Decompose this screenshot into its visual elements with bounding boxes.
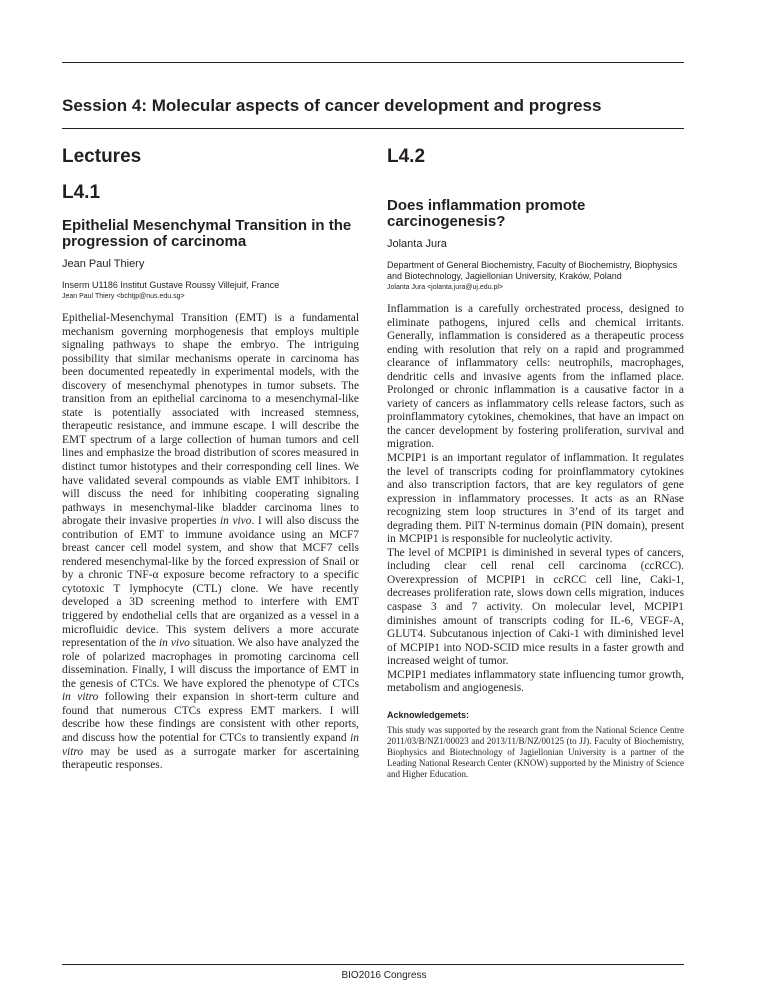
affiliation: Department of General Biochemistry, Faculty of Biochemistry, Biophysics and Biotechnology, Jagiellonian University, Kraków, Poland [387, 260, 678, 281]
author-email: Jean Paul Thiery <bchtjp@nus.edu.sg> [62, 293, 185, 300]
left-column [62, 146, 359, 773]
lecture-title: Does inflammation promote carcinogenesis? [387, 197, 586, 230]
acknowledgements-heading: Acknowledgemets: [387, 709, 470, 720]
session-title: Session 4: Molecular aspects of cancer development and progress [62, 96, 602, 115]
top-rule [62, 62, 684, 63]
right-column [387, 146, 684, 780]
lecture-code: L4.2 [387, 146, 426, 167]
footer: BIO2016 Congress [341, 970, 427, 981]
abstract-body: Epithelial-Mesenchymal Transition (EMT) is a fundamental mechanism governing morphogenesis that employs multiple signaling pathways to shape the embryo. The intriguing possibility that similar mechanisms operate in carcinoma has been documented repeatedly in experimental models, with the discovery of mesenchymal phenotypes in tumor subsets. The transition from an epithelial carcinoma to a mesenchymal-like state is potentially associated with increased stemness, therapeutic resistance, and immune escape. I will describe the EMT spectrum of a large collection of human tumors and cell lines and emphasize the broad distribution of scores measured in distinct tumor histotypes and their corresponding cell lines. We have validated several compounds as viable EMT inhibitors. I will discuss the need for inhibiting cooperating signaling pathways in mesenchymal-like bladder carcinoma lines to abrogate their invasive properties in vivo. I will also discuss the contribution of EMT to immune avoidance using an MCF7 breast cancer cell model system, and show that MCF7 cells rendered mesenchymal-like by the forced expression of Snail or by a chronic TNF-α exposure become refractory to a specific cytotoxic T lymphocyte (CTL) clone. We have recently developed a 3D screening method to interfere with EMT triggered by endothelial cells that are organized as a vessel in a microfluidic device. This system delivers a more accurate representation of the in vivo situation. We also have analyzed the role of polarized macrophages in promoting carcinoma cell dissemination. Finally, I will discuss the importance of EMT in the genesis of CTCs. We have explored the phenotype of CTCs in vitro following their expansion in short-term culture and found that numerous CTCs express EMT markers. I will describe how these findings are consistent with other reports, and discuss how the potential for CTCs to transiently expand in vitro may be used as a surrogate marker for ascertaining therapeutic responses. [62, 312, 359, 772]
lecture-code: L4.1 [62, 182, 101, 203]
abstract-paragraph: The level of MCPIP1 is diminished in several types of cancers, including clear cell renal cell carcinoma (ccRCC). Overexpression of MCPIP1 in ccRCC cell line, Caki-1, decreases proliferation rate, slows down cells migration, induces caspase 3 and 7 activity. On molecular level, MCPIP1 diminishes amount of transcripts coding for IL-6, VEGF-A, GLUT4. Subcutanous injection of Caki-1 with diminished level of MCPIP1 into NOD-SCID mice results in a faster growth and increased weight of tumor. [387, 546, 684, 668]
acknowledgements-text: This study was supported by the research grant from the National Science Centre 2011/03/B/NZ1/00023 and 2013/11/B/NZ/00125 (to JJ). Faculty of Biochemistry, Biophysics and Biotechnology of Jagiellonian University is a partner of the Leading National Research Center (KNOW) supported by the Ministry of Science and Higher Education. [387, 724, 684, 779]
lecture-title: Epithelial Mesenchymal Transition in the progression of carcinoma [62, 217, 352, 250]
abstract-paragraph: MCPIP1 is an important regulator of inflammation. It regulates the level of transcripts coding for proinflammatory cytokines and also transcription factors, that are key regulators of gene expression in inflammatory processes. It acts as an RNase recognizing stem loop structures in 3’end of its target and degrading them. PilT N-terminus domain (PIN domain), present in MCPIP1 is responsible for nucleolytic activity. [387, 452, 684, 546]
abstract-paragraph: Inflammation is a carefully orchestrated process, designed to eliminate pathogens, injured cells and chemical irritants. Generally, inflammation is considered as a therapeutic process ending with resolution that rely on a rapid and programmed clearance of inflammatory cells: neutrophils, macrophages, dendritic cells and invasive agents from the inflamed place. Prolonged or chronic inflammation is a causative factor in a variety of cancers as inflammatory cells release factors, such as proinflammatory cytokines, chemokines, that have an impact on the cancer development by fostering proliferation, survival and migration. [387, 303, 684, 451]
author-email: Jolanta Jura <jolanta.jura@uj.edu.pl> [387, 284, 504, 291]
abstract-paragraph: MCPIP1 mediates inflammatory state influencing tumor growth, metabolism and angiogenesis. [387, 668, 684, 695]
footer-rule [62, 964, 684, 965]
affiliation: Inserm U1186 Institut Gustave Roussy Villejuif, France [62, 280, 280, 290]
title-rule [62, 128, 684, 129]
author: Jolanta Jura [387, 238, 447, 250]
section-heading: Lectures [62, 146, 142, 167]
author: Jean Paul Thiery [62, 258, 145, 270]
